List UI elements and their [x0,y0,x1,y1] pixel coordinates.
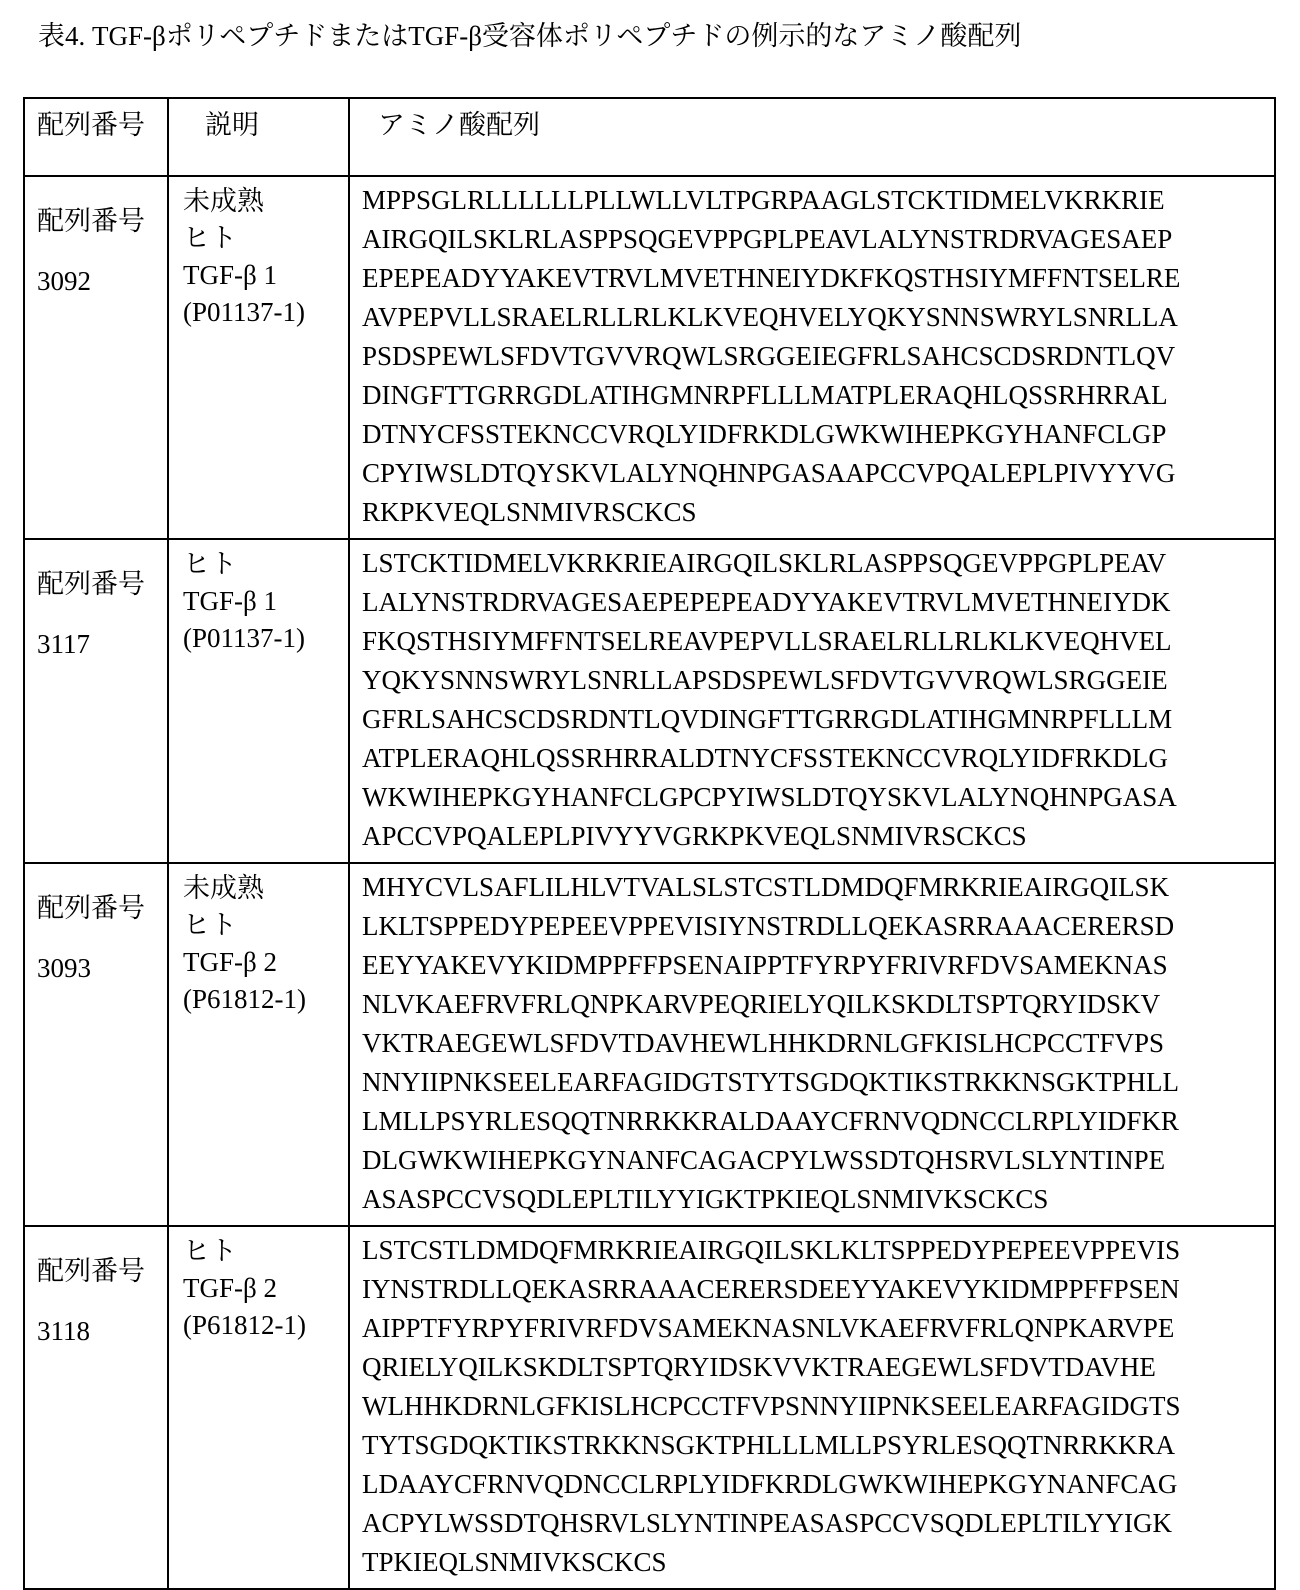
header-seq-id [24,98,168,176]
header-description [168,98,349,176]
header-sequence-label: アミノ酸配列 [350,99,1274,142]
sequence-line: AIPPTFYRPYFRIVRFDVSAMEKNASNLVKAEFRVFRLQNPKARVPE [362,1309,1274,1348]
sequence-line: NLVKAEFRVFRLQNPKARVPEQRIELYQILKSKDLTSPTQRYIDSKV [362,985,1274,1024]
table-row [24,1226,1275,1589]
sequence-line: LDAAYCFRNVQDNCCLRPLYIDFKRDLGWKWIHEPKGYNANFCAG [362,1465,1274,1504]
sequence-line: ACPYLWSSDTQHSRVLSLYNTINPEASASPCCVSQDLEPLTILYYIGK [362,1504,1274,1543]
sequence-cell [349,1226,1275,1589]
description-cell [168,1226,349,1589]
sequence-cell [349,539,1275,863]
sequence-line: DINGFTTGRRGDLATIHGMNRPFLLLMATPLERAQHLQSSRHRRAL [362,376,1274,415]
header-description-label: 説明 [169,99,348,142]
table-title: 表4. TGF-βポリペプチドまたはTGF-β受容体ポリペプチドの例示的なアミノ酸配列 [38,14,1021,53]
sequence-line: ASASPCCVSQDLEPLTILYYIGKTPKIEQLSNMIVKSCKCS [362,1180,1274,1219]
seq-id-cell [24,1226,168,1589]
header-sequence [349,98,1275,176]
sequence-line: GFRLSAHCSCDSRDNTLQVDINGFTTGRRGDLATIHGMNRPFLLLM [362,700,1274,739]
sequence-line: DLGWKWIHEPKGYNANFCAGACPYLWSSDTQHSRVLSLYNTINPE [362,1141,1274,1180]
sequence-line: WLHHKDRNLGFKISLHCPCCTFVPSNNYIIPNKSEELEARFAGIDGTS [362,1387,1274,1426]
description-line: TGF-β 2 [183,944,348,981]
sequence-line: TPKIEQLSNMIVKSCKCS [362,1543,1274,1582]
description-line: ヒト [183,546,348,583]
sequence-line: CPYIWSLDTQYSKVLALYNQHNPGASAAPCCVPQALEPLPIVYYVG [362,454,1274,493]
sequence-line: PSDSPEWLSFDVTGVVRQWLSRGGEIEGFRLSAHCSCDSRDNTLQV [362,337,1274,376]
description-line: TGF-β 1 [183,583,348,620]
description-line: (P61812-1) [183,1307,348,1344]
sequence-line: LMLLPSYRLESQQTNRRKKRALDAAYCFRNVQDNCCLRPLYIDFKR [362,1102,1274,1141]
sequence-line: NNYIIPNKSEELEARFAGIDGTSTYTSGDQKTIKSTRKKNSGKTPHLL [362,1063,1274,1102]
table-row [24,863,1275,1226]
description-cell [168,176,349,539]
description-cell [168,863,349,1226]
sequence-line: QRIELYQILKSKDLTSPTQRYIDSKVVKTRAEGEWLSFDVTDAVHE [362,1348,1274,1387]
sequence-line: AIRGQILSKLRLASPPSQGEVPPGPLPEAVLALYNSTRDRVAGESAEP [362,220,1274,259]
sequence-cell [349,176,1275,539]
sequence-line: VKTRAEGEWLSFDVTDAVHEWLHHKDRNLGFKISLHCPCCTFVPS [362,1024,1274,1063]
sequence-cell [349,863,1275,1226]
seq-id-number: 3093 [37,938,167,998]
sequence-line: LSTCSTLDMDQFMRKRIEAIRGQILSKLKLTSPPEDYPEPEEVPPEVIS [362,1231,1274,1270]
sequence-line: IYNSTRDLLQEKASRRAAACERERSDEEYYAKEVYKIDMPPFFPSEN [362,1270,1274,1309]
seq-id-number: 3092 [37,251,167,311]
seq-id-cell [24,176,168,539]
seq-id-number: 3118 [37,1301,167,1361]
seq-id-label: 配列番号 [37,878,167,938]
sequence-line: EPEPEADYYAKEVTRVLMVETHNEIYDKFKQSTHSIYMFFNTSELRE [362,259,1274,298]
seq-id-cell [24,539,168,863]
description-line: 未成熟 [183,870,348,907]
description-line: TGF-β 1 [183,257,348,294]
sequence-line: FKQSTHSIYMFFNTSELREAVPEPVLLSRAELRLLRLKLKVEQHVEL [362,622,1274,661]
description-line: 未成熟 [183,183,348,220]
description-line: (P01137-1) [183,620,348,657]
sequence-line: TYTSGDQKTIKSTRKKNSGKTPHLLLMLLPSYRLESQQTNRRKKRA [362,1426,1274,1465]
seq-id-label: 配列番号 [37,1241,167,1301]
amino-acid-sequence-table [23,97,1276,1590]
sequence-line: DTNYCFSSTEKNCCVRQLYIDFRKDLGWKWIHEPKGYHANFCLGP [362,415,1274,454]
sequence-line: WKWIHEPKGYHANFCLGPCPYIWSLDTQYSKVLALYNQHNPGASA [362,778,1274,817]
sequence-line: ATPLERAQHLQSSRHRRALDTNYCFSSTEKNCCVRQLYIDFRKDLG [362,739,1274,778]
sequence-line: AVPEPVLLSRAELRLLRLKLKVEQHVELYQKYSNNSWRYLSNRLLA [362,298,1274,337]
sequence-line: LKLTSPPEDYPEPEEVPPEVISIYNSTRDLLQEKASRRAAACERERSD [362,907,1274,946]
sequence-line: LSTCKTIDMELVKRKRIEAIRGQILSKLRLASPPSQGEVPPGPLPEAV [362,544,1274,583]
seq-id-label: 配列番号 [37,191,167,251]
description-line: TGF-β 2 [183,1270,348,1307]
table-row [24,176,1275,539]
sequence-line: RKPKVEQLSNMIVRSCKCS [362,493,1274,532]
description-line: ヒト [183,907,348,944]
description-line: (P01137-1) [183,294,348,331]
seq-id-label: 配列番号 [37,554,167,614]
sequence-line: YQKYSNNSWRYLSNRLLAPSDSPEWLSFDVTGVVRQWLSRGGEIE [362,661,1274,700]
table-row [24,539,1275,863]
description-cell [168,539,349,863]
sequence-line: LALYNSTRDRVAGESAEPEPEPEADYYAKEVTRVLMVETHNEIYDK [362,583,1274,622]
sequence-line: MHYCVLSAFLILHLVTVALSLSTCSTLDMDQFMRKRIEAIRGQILSK [362,868,1274,907]
sequence-line: APCCVPQALEPLPIVYYVGRKPKVEQLSNMIVRSCKCS [362,817,1274,856]
sequence-line: MPPSGLRLLLLLLPLLWLLVLTPGRPAAGLSTCKTIDMELVKRKRIE [362,181,1274,220]
description-line: ヒト [183,1233,348,1270]
seq-id-number: 3117 [37,614,167,674]
description-line: (P61812-1) [183,981,348,1018]
sequence-line: EEYYAKEVYKIDMPPFFPSENAIPPTFYRPYFRIVRFDVSAMEKNAS [362,946,1274,985]
table-header-row [24,98,1275,176]
description-line: ヒト [183,220,348,257]
header-seq-id-label: 配列番号 [25,99,167,142]
seq-id-cell [24,863,168,1226]
